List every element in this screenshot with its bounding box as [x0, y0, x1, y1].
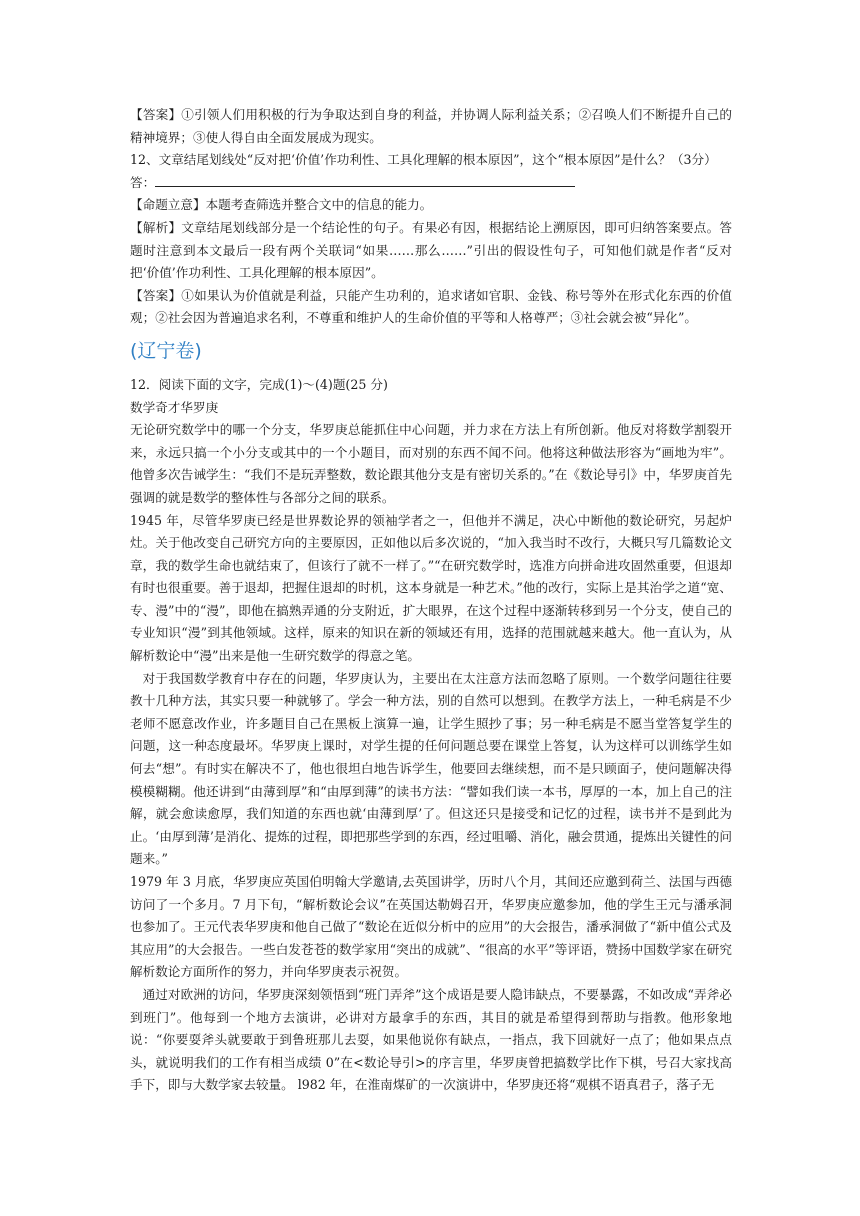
answer-blank-line [130, 172, 732, 195]
answer-paragraph-2: 【答案】①如果认为价值就是利益，只能产生功利的，追求诸如官职、金钱、称号等外在形式化东西的价值观；②社会因为普遍追求名利，不尊重和维护人的生命价值的平等和人格尊严；③社会就会被“异化”。 [130, 287, 732, 326]
article-paragraph-4: 1979 年 3 月底，华罗庚应英国伯明翰大学邀请,去英国讲学，历时八个月，其间还应邀到荷兰、法国与西德访问了一个多月。7 月下旬，“解析数论会议”在英国达勒姆召开，华罗庚应邀参加，他的学生王元与潘承洞也参加了。王元代表华罗庚和他自己做了“数论在近似分析中的应用”的大会报告，潘承洞做了“新中值公式及其应用”的大会报告。一些白发苍苍的数学家用“突出的成就”、“很高的水平”等评语，赞扬中国数学家在研究解析数论方面所作的努力，并向华罗庚表示祝贺。 [130, 874, 732, 980]
article-paragraph-3: 对于我国数学教育中存在的问题，华罗庚认为，主要出在太注意方法而忽略了原则。一个数学问题往往要教十几种方法，其实只要一种就够了。学会一种方法，别的自然可以想到。在教学方法上，一种毛病是不少老师不愿意改作业，许多题目自己在黑板上演算一遍，让学生照抄了事；另一种毛病是不愿当堂答复学生的问题，这一种态度最坏。华罗庚上课时，对学生提的任何问题总要在课堂上答复，认为这样可以训练学生如何去“想”。有时实在解决不了，他也很坦白地告诉学生，他要回去继续想，而不是只顾面子，使问题解决得模模糊糊。他还讲到“由薄到厚”和“由厚到薄”的读书方法：“譬如我们读一本书，厚厚的一本，加上自己的注解，就会愈读愈厚，我们知道的东西也就‘由薄到厚’了。但这还只是接受和记忆的过程，读书并不是到此为止。‘由厚到薄’是消化、提炼的过程，即把那些学到的东西，经过咀嚼、消化，融会贯通，提炼出关键性的问题来。” [130, 670, 732, 867]
answer-paragraph: 【答案】①引领人们用积极的行为争取达到自身的利益，并协调人际利益关系；②召唤人们不断提升自己的精神境界；③使人得自由全面发展成为现实。 [130, 107, 732, 145]
analysis-paragraph: 【解析】文章结尾划线部分是一个结论性的句子。有果必有因，根据结论上溯原因，即可归纳答案要点。答题时注意到本文最后一段有两个关联词“如果……那么……”引出的假设性句子，可知他们就是作者“反对把‘价值’作功利性、工具化理解的根本原因”。 [130, 219, 732, 281]
question-12: 12、文章结尾划线处“反对把‘价值’作功利性、工具化理解的根本原因”，这个“根本原因”是什么？（3分） [130, 152, 717, 168]
article-paragraph-5: 通过对欧洲的访问，华罗庚深刻领悟到“班门弄斧”这个成语是要人隐讳缺点，不要暴露，不如改成“弄斧必到班门”。他每到一个地方去演讲，必讲对方最拿手的东西，其目的就是希望得到帮助与指教。他形象地说：“你要耍斧头就要敢于到鲁班那儿去耍，如果他说你有缺点，一指点，我下回就好一点了；他如果点点头，就说明我们的工作有相当成绩 0”在<数论导引>的序言里，华罗庚曾把搞数学比作下棋，号召大家找高手下，即与大数学家去较量。 l982 年，在淮南煤矿的一次演讲中，华罗庚还将“观棋不语真君子，落子无 [130, 986, 732, 1093]
article-title: 数学奇才华罗庚 [130, 399, 219, 415]
answer-label: 答： [130, 174, 156, 190]
answer-underline [155, 174, 575, 187]
article-paragraph-2: 1945 年，尽管华罗庚已经是世界数论界的领袖学者之一，但他并不满足，决心中断他的数论研究，另起炉灶。关于他改变自己研究方向的主要原因，正如他以后多次说的，“加入我当时不改行，大概只写几篇数论文章，我的数学生命也就结束了，但该行了就不一样了。”“在研究数学时，选准方向拼命进攻固然重要，但退却有时也很重要。善于退却，把握住退却的时机，这本身就是一种艺术。”他的改行，实际上是其治学之道“宽、专、漫”中的“漫”，即他在搞熟弄通的分支附近，扩大眼界，在这个过程中逐渐转移到另一个分支，使自己的专业知识“漫”到其他领域。这样，原来的知识在新的领域还有用，选择的范围就越来越大。他一直认为，从解析数论中“漫”出来是他一生研究数学的得意之笔。 [130, 512, 732, 664]
intent-paragraph: 【命题立意】本题考查筛选并整合文中的信息的能力。 [130, 197, 433, 213]
section-title: (辽宁卷) [130, 339, 202, 362]
question-12-main: 12．阅读下面的文字，完成(1)～(4)题(25 分) [130, 376, 388, 392]
document-page [130, 104, 732, 1097]
article-paragraph-1: 无论研究数学中的哪一个分支，华罗庚总能抓住中心问题，并力求在方法上有所创新。他反对将数学割裂开来，永远只搞一个小分支或其中的一个小题目，而对别的东西不闻不问。他将这种做法形容为“画地为牢”。他曾多次告诫学生：“我们不是玩弄整数，数论跟其他分支是有密切关系的。”在《数论导引》中，华罗庚首先强调的就是数学的整体性与各部分之间的联系。 [130, 422, 732, 505]
